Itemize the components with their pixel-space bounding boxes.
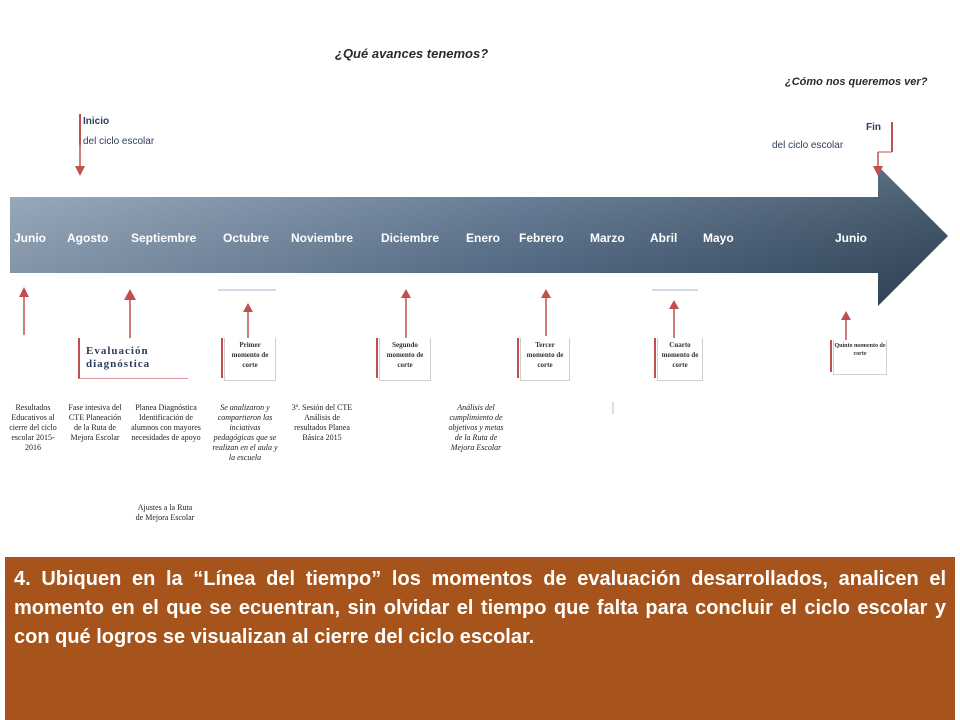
note-planea-diagnostica: Planea Diagnóstica Identificación de alumnos con mayores necesidades de apoyo (131, 403, 201, 442)
progress-question: ¿Qué avances tenemos? (335, 46, 489, 61)
month-label: Junio (835, 231, 867, 245)
cut-box-1: Primer momento de corte (224, 338, 276, 381)
instruction-text: 4. Ubiquen en la “Línea del tiempo” los momentos de evaluación desarrollados, analicen el momento en el que se ecuentran, sin olvidar el tiempo que falta para concluir el ciclo escolar y con qué logros se visualizan al cierre del ciclo escolar. (14, 568, 946, 648)
month-label: Octubre (223, 231, 270, 245)
month-label: Septiembre (131, 231, 197, 245)
month-label: Marzo (590, 231, 625, 245)
month-label: Enero (466, 231, 501, 245)
up-arrow-7 (841, 311, 851, 340)
up-arrow-1 (19, 287, 29, 335)
month-label: Agosto (67, 231, 109, 245)
month-label: Abril (650, 231, 678, 245)
note-ajustes: Ajustes a la Ruta de Mejora Escolar (135, 503, 195, 522)
evaluation-label: Evaluación diagnóstica (86, 345, 151, 370)
month-label: Diciembre (381, 231, 440, 245)
month-label: Noviembre (291, 231, 354, 245)
up-arrow-5 (541, 289, 551, 336)
end-marker-title: Fin (866, 122, 881, 133)
start-marker-title: Inicio (83, 116, 110, 127)
up-arrow-6 (652, 290, 698, 338)
month-label: Junio (14, 231, 46, 245)
cut-box-4: Cuarto momento de corte (657, 338, 703, 381)
goal-question: ¿Cómo nos queremos ver? (785, 76, 928, 88)
month-label: Febrero (519, 231, 564, 245)
note-iniciativas: Se analizaron y compartieron las inciativas pedagógicas que se realizan en el aula y la escuela (212, 403, 278, 462)
cut-box-5: Quinto momento de corte (833, 340, 887, 375)
note-tercera-sesion: 3ª. Sesión del CTE Análisis de resultados Planea Básica 2015 (291, 403, 353, 442)
note-fase-intensiva: Fase intesiva del CTE Planeación de la Ruta de Mejora Escolar (68, 403, 122, 442)
end-marker-subtitle: del ciclo escolar (772, 140, 844, 151)
note-resultados: Resultados Educativos al cierre del ciclo escolar 2015-2016 (9, 403, 57, 452)
start-marker-subtitle: del ciclo escolar (83, 136, 155, 147)
note-analisis-cumplimiento: Análisis del cumplimiento de objetivos y metas de la Ruta de Mejora Escolar (448, 403, 504, 452)
cut-box-2: Segundo momento de corte (379, 338, 431, 381)
up-arrow-4 (401, 289, 411, 338)
cut-box-3: Tercer momento de corte (520, 338, 570, 381)
up-arrow-3 (218, 290, 276, 338)
up-arrow-2 (124, 289, 136, 338)
month-label: Mayo (703, 231, 734, 245)
